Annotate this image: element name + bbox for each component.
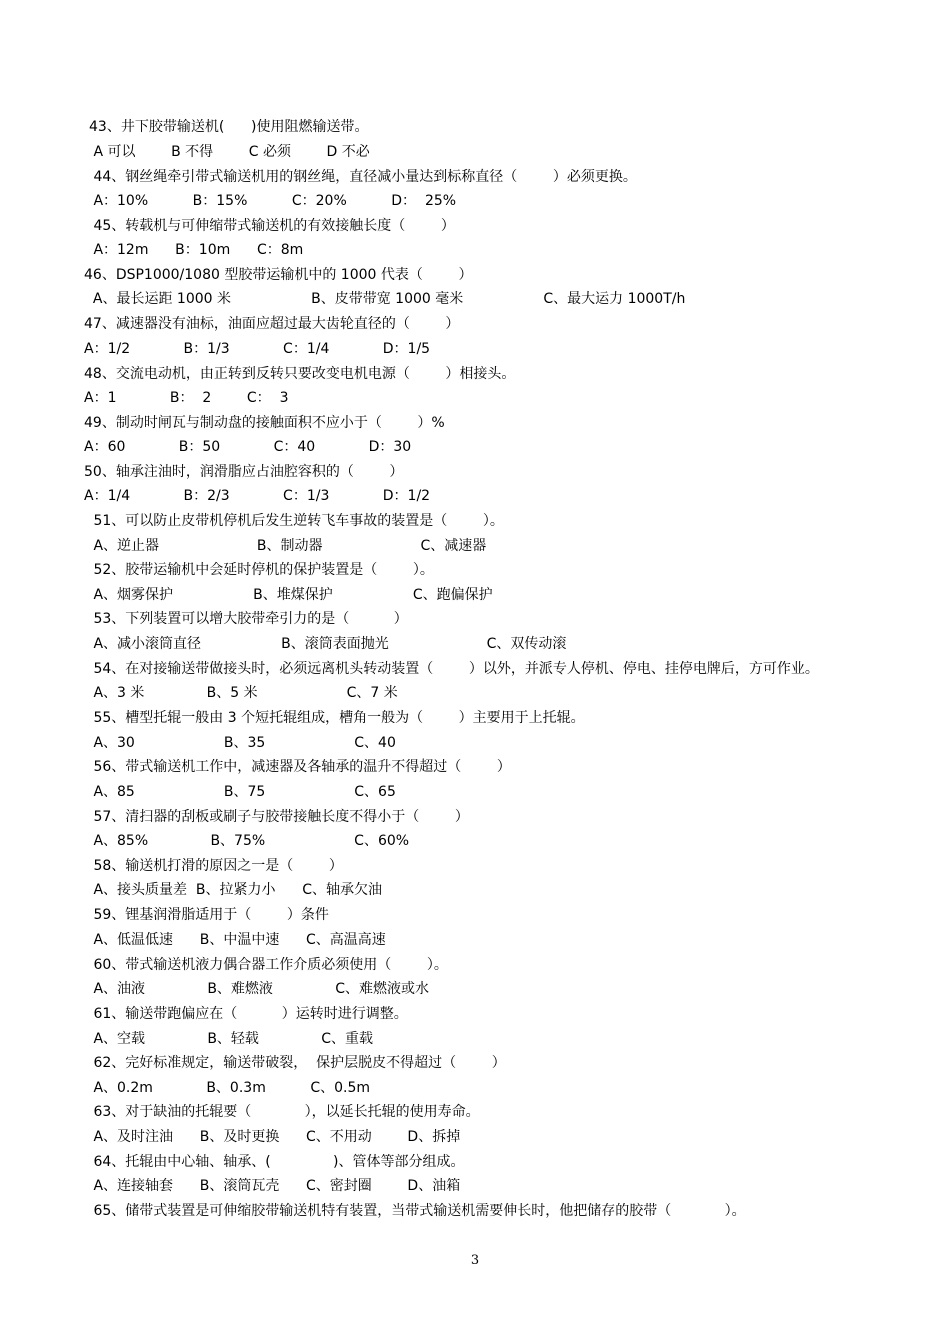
options-45: A：12m B：10m C：8m [89, 242, 304, 258]
question-65: 65、储带式装置是可伸缩胶带输送机特有装置，当带式输送机需要伸长时，他把储存的胶带（ ）。 [89, 1203, 746, 1219]
options-57: A、85% B、75% C、60% [89, 833, 410, 849]
options-47: A：1/2 B：1/3 C：1/4 D：1/5 [84, 341, 431, 357]
options-51: A、逆止器 B、制动器 C、减速器 [89, 538, 487, 554]
question-52: 52、胶带运输机中会延时停机的保护装置是（ ）。 [89, 562, 434, 578]
options-50: A：1/4 B：2/3 C：1/3 D：1/2 [84, 488, 431, 504]
options-58: A、接头质量差 B、拉紧力小 C、轴承欠油 [89, 882, 383, 898]
page-number: 3 [470, 1253, 480, 1268]
options-43: A 可以 B 不得 C 必须 D 不必 [89, 144, 370, 160]
question-55: 55、槽型托辊一般由 3 个短托辊组成，槽角一般为（ ）主要用于上托辊。 [89, 710, 585, 726]
options-55: A、30 B、35 C、40 [89, 735, 396, 751]
options-46: A、最长运距 1000 米 B、皮带带宽 1000 毫米 C、最大运力 1000T/h [84, 291, 686, 307]
question-59: 59、锂基润滑脂适用于（ ）条件 [89, 907, 329, 923]
options-59: A、低温低速 B、中温中速 C、高温高速 [89, 932, 386, 948]
question-54: 54、在对接输送带做接头时，必须远离机头转动装置（ ）以外，并派专人停机、停电、挂停电牌后，方可作业。 [89, 661, 819, 677]
question-49: 49、制动时闸瓦与制动盘的接触面积不应小于（ ）% [84, 415, 445, 431]
question-64: 64、托辊由中心轴、轴承、( )、管体等部分组成。 [89, 1154, 465, 1170]
question-56: 56、带式输送机工作中，减速器及各轴承的温升不得超过（ ） [89, 759, 511, 775]
options-60: A、油液 B、难燃液 C、难燃液或水 [89, 981, 430, 997]
question-46: 46、DSP1000/1080 型胶带运输机中的 1000 代表（ ） [84, 267, 473, 283]
question-51: 51、可以防止皮带机停机后发生逆转飞车事故的装置是（ ）。 [89, 513, 504, 529]
options-49: A：60 B：50 C：40 D：30 [84, 439, 412, 455]
options-48: A：1 B： 2 C： 3 [84, 390, 289, 406]
options-44: A：10% B：15% C：20% D： 25% [89, 193, 457, 209]
question-62: 62、完好标准规定，输送带破裂， 保护层脱皮不得超过（ ） [89, 1055, 506, 1071]
question-48: 48、交流电动机，由正转到反转只要改变电机电源（ ）相接头。 [84, 366, 516, 382]
question-58: 58、输送机打滑的原因之一是（ ） [89, 858, 343, 874]
question-60: 60、带式输送机液力偶合器工作介质必须使用（ ）。 [89, 957, 448, 973]
question-44: 44、钢丝绳牵引带式输送机用的钢丝绳，直径减小量达到标称直径（ ）必须更换。 [89, 169, 637, 185]
options-64: A、连接轴套 B、滚筒瓦壳 C、密封圈 D、油箱 [89, 1178, 461, 1194]
question-57: 57、清扫器的刮板或刷子与胶带接触长度不得小于（ ） [89, 809, 469, 825]
options-62: A、0.2m B、0.3m C、0.5m [89, 1080, 371, 1096]
options-61: A、空载 B、轻载 C、重载 [89, 1031, 374, 1047]
options-53: A、减小滚筒直径 B、滚筒表面抛光 C、双传动滚 [89, 636, 567, 652]
question-53: 53、下列装置可以增大胶带牵引力的是（ ） [89, 611, 408, 627]
question-43: 43、井下胶带输送机( )使用阻燃输送带。 [89, 119, 369, 135]
question-47: 47、减速器没有油标，油面应超过最大齿轮直径的（ ） [84, 316, 460, 332]
options-63: A、及时注油 B、及时更换 C、不用动 D、拆掉 [89, 1129, 461, 1145]
question-63: 63、对于缺油的托辊要（ ），以延长托辊的使用寿命。 [89, 1104, 480, 1120]
options-56: A、85 B、75 C、65 [89, 784, 396, 800]
question-50: 50、轴承注油时，润滑脂应占油腔容积的（ ） [84, 464, 404, 480]
question-61: 61、输送带跑偏应在（ ）运转时进行调整。 [89, 1006, 408, 1022]
options-52: A、烟雾保护 B、堆煤保护 C、跑偏保护 [89, 587, 493, 603]
question-45: 45、转载机与可伸缩带式输送机的有效接触长度（ ） [89, 218, 455, 234]
options-54: A、3 米 B、5 米 C、7 米 [89, 685, 398, 701]
